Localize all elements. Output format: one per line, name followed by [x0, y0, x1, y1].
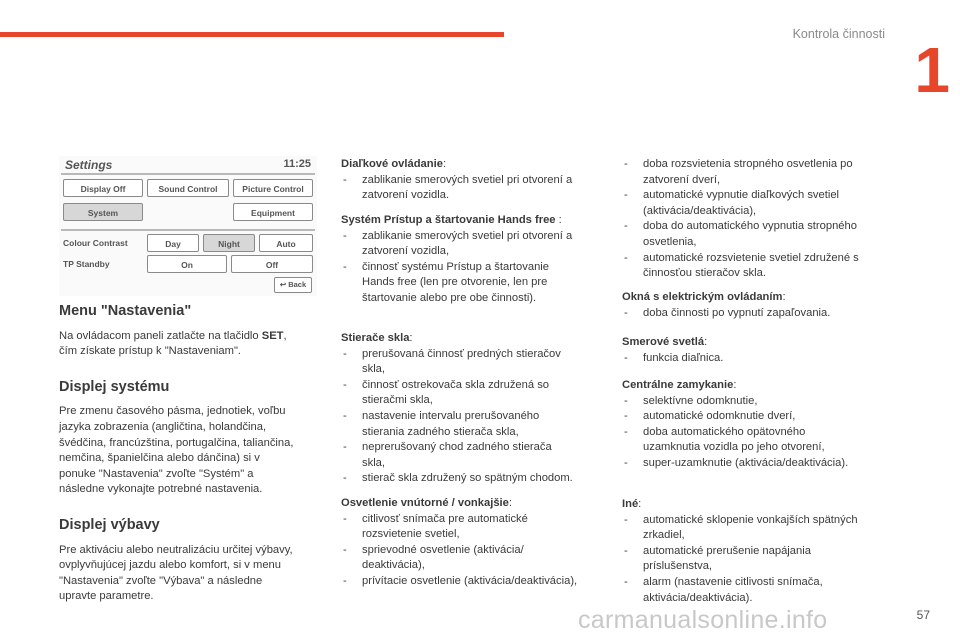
- block-colon: :: [782, 291, 786, 303]
- block-list: [622, 351, 912, 367]
- text-line: jazyka zobrazenia (angličtina, holandčina,: [59, 420, 267, 433]
- text-line: stierač skla združený so spätným chodom.: [362, 472, 573, 485]
- text-line: následne vykonajte potrebné nastavenia.: [59, 483, 263, 496]
- text-line: nastavenie intervalu prerušovaného: [362, 409, 540, 422]
- divider: [61, 173, 315, 175]
- menu-text: čím získate prístup k "Nastaveniam".: [59, 345, 242, 358]
- block-label: Iné: [622, 498, 639, 510]
- text-line: prívítacie osvetlenie (aktivácia/deaktivácia),: [362, 574, 578, 587]
- block-colon: :: [442, 158, 447, 170]
- menu-text: Na ovládacom paneli zatlačte na tlačidlo: [59, 329, 262, 342]
- text-line: neprerušovaný chod zadného stierača: [362, 441, 552, 454]
- list-item: [622, 575, 912, 606]
- text-line: Pre aktiváciu alebo neutralizáciu určitej výbavy,: [59, 543, 293, 556]
- list-item: [341, 409, 611, 440]
- text-line: automatické sklopenie vonkajších spätných: [643, 513, 858, 526]
- text-line: zablikanie smerových svetiel pri otvorení a: [362, 229, 573, 242]
- block-label: Smerové svetlá: [622, 336, 705, 348]
- block-colon: :: [733, 379, 737, 391]
- system-heading: Displej systému: [59, 378, 170, 395]
- block-label: Diaľkové ovládanie: [341, 158, 443, 170]
- text-line: doba činnosti po vypnutí zapaľovania.: [643, 306, 831, 319]
- text-line: ovplyvňujúcej jazdu alebo komfort, si v menu: [59, 559, 281, 572]
- chapter-number: 1: [914, 34, 950, 106]
- menu-paragraph: [59, 329, 324, 360]
- text-line: činnosť systému Prístup a štartovanie: [362, 260, 550, 273]
- text-line: super-uzamknutie (aktivácia/deaktivácia).: [643, 456, 849, 469]
- on-button[interactable]: On: [147, 255, 227, 273]
- auto-button[interactable]: Auto: [259, 234, 313, 252]
- text-line: automatické prerušenie napájania: [643, 544, 811, 557]
- lighting-block: [341, 496, 611, 590]
- text-line: nemčina, španielčina alebo dánčina) si v: [59, 452, 260, 465]
- header-accent-bar: [0, 32, 504, 37]
- list-item: [622, 251, 912, 282]
- block-colon: :: [638, 498, 642, 510]
- list-item: [341, 260, 611, 307]
- block-heading: [622, 378, 912, 394]
- tp-standby-label: TP Standby: [63, 259, 110, 269]
- text-line: štartovanie alebo pre obe činnosti).: [362, 291, 537, 304]
- text-line: alarm (nastavenie citlivosti snímača,: [643, 575, 823, 588]
- block-list: [622, 513, 912, 607]
- settings-title: Settings: [65, 158, 113, 172]
- list-item: [622, 394, 912, 410]
- text-line: činnosť ostrekovača skla združená so: [362, 378, 550, 391]
- back-button[interactable]: [274, 277, 312, 293]
- equipment-button[interactable]: Equipment: [233, 203, 313, 221]
- block-colon: :: [409, 332, 413, 344]
- text-line: "Nastavenia" zvoľte "Výbava" a následne: [59, 574, 263, 587]
- block-list: [341, 229, 611, 307]
- block-heading: [622, 497, 912, 513]
- block-list: [341, 512, 611, 590]
- list-item: [622, 157, 912, 188]
- block-label: Stierače skla: [341, 332, 410, 344]
- text-line: rozsvietenie svetiel,: [362, 528, 460, 541]
- text-line: činnosťou stieračov skla.: [643, 267, 766, 280]
- block-list: [622, 306, 912, 322]
- list-item: [622, 456, 912, 472]
- block-list: [622, 157, 912, 282]
- picture-control-button[interactable]: Picture Control: [233, 179, 313, 197]
- list-item: [341, 574, 611, 590]
- text-line: Pre zmenu časového pásma, jednotiek, voľbu: [59, 405, 286, 418]
- settings-screen-illustration: [59, 156, 317, 296]
- block-label: Osvetlenie vnútorné / vonkajšie: [341, 497, 509, 509]
- block-heading: [341, 157, 611, 173]
- text-line: selektívne odomknutie,: [643, 394, 758, 407]
- menu-text: ,: [283, 329, 287, 342]
- system-paragraph: [59, 404, 324, 498]
- indicators-block: [622, 335, 912, 366]
- wipers-block: [341, 331, 611, 487]
- list-item: [622, 219, 912, 250]
- list-item: [622, 351, 912, 367]
- text-line: švédčina, francúzština, portugalčina, taliančina,: [59, 436, 294, 449]
- back-arrow-icon: ↩: [279, 280, 287, 289]
- text-line: doba rozsvietenia stropného osvetlenia po: [643, 158, 853, 170]
- day-button[interactable]: Day: [147, 234, 199, 252]
- list-item: [341, 543, 611, 574]
- display-off-button[interactable]: Display Off: [63, 179, 143, 197]
- text-line: zatvorení dverí,: [643, 173, 721, 186]
- system-button[interactable]: System: [63, 203, 143, 221]
- block-heading: [341, 331, 611, 347]
- menu-heading: Menu "Nastavenia": [59, 303, 192, 319]
- block-label: Okná s elektrickým ovládaním: [622, 291, 783, 303]
- set-button-label: SET: [261, 329, 284, 342]
- text-line: aktivácia/deaktivácia).: [643, 591, 753, 604]
- list-item: [341, 378, 611, 409]
- windows-block: [622, 290, 912, 321]
- text-line: stieračmi skla,: [362, 394, 433, 407]
- list-item: [341, 229, 611, 260]
- back-label: Back: [288, 280, 307, 289]
- page-number: 57: [916, 608, 930, 622]
- text-line: zablikanie smerových svetiel pri otvorení a: [362, 173, 573, 186]
- off-button[interactable]: Off: [231, 255, 313, 273]
- text-line: citlivosť snímača pre automatické: [362, 512, 528, 525]
- other-block: [622, 497, 912, 606]
- text-line: príslušenstva,: [643, 560, 713, 573]
- text-line: doba do automatického vypnutia stropného: [643, 220, 857, 233]
- block-colon: :: [704, 336, 708, 348]
- sound-control-button[interactable]: Sound Control: [147, 179, 229, 197]
- remote-control-block: [341, 157, 611, 204]
- list-item: [341, 347, 611, 378]
- text-line: Hands free (len pre otvorenie, len pre: [362, 276, 548, 289]
- block-list: [341, 347, 611, 487]
- text-line: zatvorení vozidla.: [362, 189, 450, 202]
- hands-free-block: [341, 213, 611, 307]
- divider: [61, 229, 315, 231]
- list-item: [622, 513, 912, 544]
- block-heading: [622, 335, 912, 351]
- left-column: [59, 304, 324, 605]
- text-line: doba automatického opätovného: [643, 425, 806, 438]
- text-line: osvetlenia,: [643, 235, 697, 248]
- vybava-paragraph: [59, 543, 324, 605]
- text-line: funkcia diaľnica.: [643, 351, 724, 364]
- central-locking-block: [622, 378, 912, 472]
- block-colon: :: [508, 497, 512, 509]
- list-item: [622, 306, 912, 322]
- list-item: [341, 440, 611, 471]
- text-line: uzamknutia vozidla po jeho otvorení,: [643, 441, 825, 454]
- list-item: [341, 512, 611, 543]
- block-label: Centrálne zamykanie: [622, 379, 734, 391]
- text-line: skla,: [362, 363, 386, 376]
- list-item: [622, 425, 912, 456]
- block-label: Systém Prístup a štartovanie Hands free: [341, 214, 556, 226]
- text-line: zrkadiel,: [643, 529, 685, 542]
- list-item: [341, 471, 611, 487]
- text-line: automatické odomknutie dverí,: [643, 410, 796, 423]
- vybava-heading: Displej výbavy: [59, 516, 160, 533]
- settings-time: 11:25: [283, 158, 311, 170]
- block-list: [622, 394, 912, 472]
- night-button[interactable]: Night: [203, 234, 255, 252]
- block-colon: :: [555, 214, 562, 226]
- text-line: upravte parametre.: [59, 590, 154, 603]
- text-line: stierania zadného stierača skla,: [362, 425, 519, 438]
- text-line: automatické vypnutie diaľkových svetiel: [643, 189, 840, 202]
- text-line: (aktivácia/deaktivácia),: [643, 204, 757, 217]
- block-heading: [341, 213, 611, 229]
- list-item: [622, 544, 912, 575]
- block-list: [341, 173, 611, 204]
- text-line: sprievodné osvetlenie (aktivácia/: [362, 543, 524, 556]
- list-item: [622, 188, 912, 219]
- list-item: [341, 173, 611, 204]
- text-line: deaktivácia),: [362, 559, 425, 572]
- text-line: skla,: [362, 456, 386, 469]
- text-line: prerušovaná činnosť predných stieračov: [362, 347, 561, 360]
- text-line: ponuke "Nastavenia" zvoľte "Systém" a: [59, 467, 254, 480]
- text-line: automatické rozsvietenie svetiel združené s: [643, 251, 859, 264]
- block-heading: [622, 290, 912, 306]
- block-heading: [341, 496, 611, 512]
- watermark: carmanualsonline.info: [578, 606, 828, 634]
- lighting-continued-block: [622, 157, 912, 282]
- list-item: [622, 409, 912, 425]
- colour-contrast-label: Colour Contrast: [63, 238, 128, 248]
- section-title: Kontrola činnosti: [792, 27, 885, 41]
- text-line: zatvorení vozidla,: [362, 245, 450, 258]
